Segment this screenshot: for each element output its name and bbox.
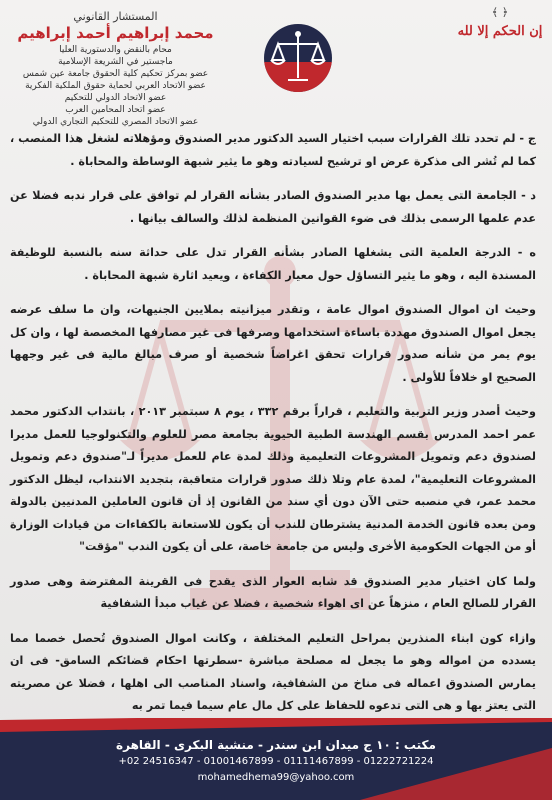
credential-line: ماجستير في الشريعة الإسلامية [58, 57, 173, 67]
credential-line: محام بالنقض والدستورية العليا [59, 45, 172, 55]
body-paragraph: ه - الدرجة العلمية التى يشغلها الصادر بشأنه القرار تدل على حداثة سنه بالنسبة للوظيفة المسندة اليه ، وهو ما يثير التساؤل حول معيار الكفاءة ، ويعيد اثارة شبهة المحاباة . [10, 246, 536, 282]
footer-phones: +02 24516347 - 01001467899 - 01111467899 - 01222721224 [118, 756, 434, 767]
letterhead-block [8, 10, 223, 128]
letterhead-role: المستشار القانوني [73, 10, 158, 23]
body-paragraph: وحيث ان اموال الصندوق اموال عامة ، وتقدر ميزانيته بملايين الجنيهات، وان ما سلف عرضه يجعل اموال الصندوق مهددة باساءة استخدامها وصرفها فى غير مصارفها المخصصة لها ، وان كل يوم يمر من شأنه صدور قرارات تحقق اغراضاً شخصية أو صرف مبالغ مالية فى غير وجهها الصحيح او خلافاً للأولى . [10, 303, 536, 384]
credential-line: عضو بمركز تحكيم كلية الحقوق جامعة عين شمس [22, 69, 209, 79]
motto-text: إن الحكم إلا لله [457, 24, 543, 39]
motto-decoration-icon: ﴿ ﴾ [491, 6, 509, 19]
scales-of-justice-logo-icon [262, 22, 334, 94]
letter-body [10, 128, 536, 730]
letterhead-name: محمد إبراهيم أحمد إبراهيم [17, 24, 214, 42]
body-paragraph: وحيث أصدر وزير التربية والتعليم ، قراراً برقم ٣٣٢ ، يوم ٨ سبتمبر ٢٠١٣ ، بانتداب الدكتور محمد عمر احمد المدرس بقسم الهندسة الطبية الحيوية بجامعة مصر للعلوم والتكنولوجيا للعمل مديرا لصندوق دعم وتمويل المشروعات التعليمية وذلك لمدة عام للعمل مديراً لـ"صندوق دعم وتمويل المشروعات التعليمية"، لمدة عام وتلا ذلك صدور قرارات متعاقبة، بتجديد الانتداب، ليظل الدكتور محمد عمر، في منصبه حتى الآن دون أي سند من القانون إذ أن قانون العاملين المدنيين بالدولة ومن بعده قانون الخدمة المدنية يشترطان للندب أن يكون للاستعانة بالكفاءات من قيادات الوزارة أو من الجهات الحكومية الأخرى وليس من جامعة خاصة، على أن يكون الندب "مؤقت" [10, 405, 537, 553]
body-paragraph: ج - لم تحدد تلك القرارات سبب اختيار السيد الدكتور مدير الصندوق ومؤهلاته لشغل هذا المنصب ، كما لم تُشر الى مذكرة عرض او ترشيح لسيادته وهو ما يثير شبهة الوساطة والمحاباة . [10, 132, 536, 168]
body-paragraph: د - الجامعة التى يعمل بها مدير الصندوق الصادر بشأنه القرار لم توافق على قرار ندبه فضلا عن عدم علمها الرسمى بذلك فى ضوء القوانين المنظمة لذلك والسالف بيانها . [10, 189, 536, 225]
body-paragraph: وازاء كون ابناء المنذرين بمراحل التعليم المختلفة ، وكانت اموال الصندوق تُحصل خصما مما يسدده من امواله وهو ما يجعل له مصلحة مباشرة -سطرتها احكام قضائكم السامق- فى ان يمارس الصندوق اعماله فى مناخ من الشفافية، واسناد المناصب الى اهلها ، فضلا عن مصريته التى يعتز بها و هى التى تدعوه للحفاظ على كل مال عام سيما فيما تمر به [10, 631, 536, 712]
credential-line: عضو الاتحاد العربي لحماية حقوق الملكية الفكرية [25, 81, 206, 91]
footer-address: مكتب : ١٠ ج ميدان ابن سندر - منشية البكرى - القاهرة [116, 738, 436, 752]
header-motto [454, 6, 546, 39]
credential-line: عضو اتحاد المحامين العرب [65, 105, 166, 115]
credential-line: عضو الاتحاد الدولي للتحكيم [64, 93, 167, 103]
footer-contact [0, 736, 552, 786]
credential-line: عضو الاتحاد المصري للتحكيم التجاري الدولي [32, 117, 199, 127]
body-paragraph: ولما كان اختيار مدير الصندوق قد شابه العوار الذى يقدح فى القرينة المفترضة وهى صدور القرار للصالح العام ، منزهاً عن اى اهواء شخصية ، فضلا عن غياب مبدأ الشفافية [10, 574, 536, 610]
footer-email: mohamedhema99@yahoo.com [197, 772, 355, 783]
